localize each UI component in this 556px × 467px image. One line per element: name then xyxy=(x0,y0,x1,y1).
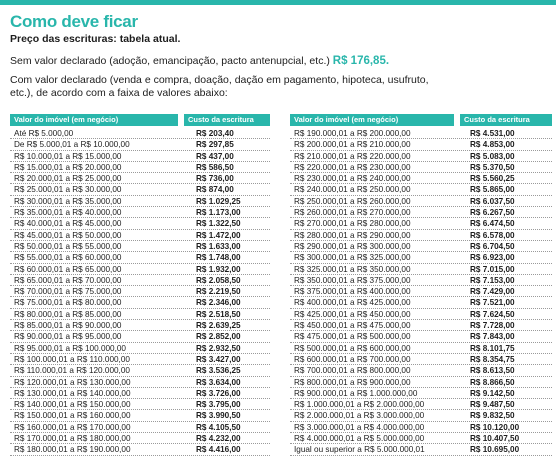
range-cell: R$ 900.000,01 a R$ 1.000.000,00 xyxy=(294,388,418,398)
range-cell: R$ 55.000,01 a R$ 60.000,00 xyxy=(14,253,122,263)
table-row xyxy=(10,365,270,376)
cost-cell: R$ 6.474,50 xyxy=(470,219,515,229)
cost-cell: R$ 10.120,00 xyxy=(470,422,520,432)
table-row xyxy=(290,410,552,421)
cost-cell: R$ 2.932,50 xyxy=(196,343,241,353)
range-cell: R$ 130.000,01 a R$ 140.000,00 xyxy=(14,388,131,398)
column-header-cost: Custo da escritura xyxy=(184,114,270,126)
cost-cell: R$ 2.219,50 xyxy=(196,287,241,297)
table-row xyxy=(10,151,270,162)
cost-cell: R$ 6.704,50 xyxy=(470,241,515,251)
cost-cell: R$ 3.427,00 xyxy=(196,354,241,364)
range-cell: R$ 220.000,01 a R$ 230.000,00 xyxy=(294,162,411,172)
table-row xyxy=(290,377,552,388)
table-row xyxy=(10,184,270,195)
table-header xyxy=(290,114,552,126)
table-row xyxy=(290,184,552,195)
column-header-range: Valor do imóvel (em negócio) xyxy=(10,114,178,126)
table-row xyxy=(290,241,552,252)
range-cell: R$ 200.000,01 a R$ 210.000,00 xyxy=(294,140,411,150)
title-bar xyxy=(0,0,556,30)
table-row xyxy=(10,286,270,297)
table-row xyxy=(10,241,270,252)
range-cell: R$ 150.000,01 a R$ 160.000,00 xyxy=(14,411,131,421)
range-cell: R$ 25.000,01 a R$ 30.000,00 xyxy=(14,185,122,195)
range-cell: R$ 120.000,01 a R$ 130.000,00 xyxy=(14,377,131,387)
cost-cell: R$ 4.232,00 xyxy=(196,434,241,444)
range-cell: R$ 210.000,01 a R$ 220.000,00 xyxy=(294,151,411,161)
table-row xyxy=(10,264,270,275)
table-row xyxy=(10,433,270,444)
cost-cell: R$ 6.267,50 xyxy=(470,208,515,218)
page-title: Como deve ficar xyxy=(10,12,138,31)
cost-cell: R$ 7.429,00 xyxy=(470,287,515,297)
cost-cell: R$ 9.832,50 xyxy=(470,411,515,421)
range-cell: R$ 1.000.000,01 a R$ 2.000.000,00 xyxy=(294,400,425,410)
table-row xyxy=(290,354,552,365)
table-row xyxy=(10,162,270,173)
range-cell: R$ 800.000,01 a R$ 900.000,00 xyxy=(294,377,411,387)
table-row xyxy=(10,139,270,150)
table-row xyxy=(290,151,552,162)
table-row xyxy=(10,410,270,421)
table-row xyxy=(10,196,270,207)
cost-cell: R$ 1.472,00 xyxy=(196,230,241,240)
cost-cell: R$ 1.932,00 xyxy=(196,264,241,274)
range-cell: R$ 500.000,01 a R$ 600.000,00 xyxy=(294,343,411,353)
cost-cell: R$ 7.153,00 xyxy=(470,275,515,285)
range-cell: R$ 90.000,01 a R$ 95.000,00 xyxy=(14,332,122,342)
cost-cell: R$ 3.634,00 xyxy=(196,377,241,387)
table-row xyxy=(10,422,270,433)
cost-cell: R$ 874,00 xyxy=(196,185,234,195)
cost-cell: R$ 8.354,75 xyxy=(470,354,515,364)
table-row xyxy=(290,207,552,218)
table-row xyxy=(290,162,552,173)
cost-cell: R$ 8.101,75 xyxy=(470,343,515,353)
range-cell: R$ 65.000,01 a R$ 70.000,00 xyxy=(14,275,122,285)
table-body xyxy=(10,128,270,456)
range-cell: R$ 50.000,01 a R$ 55.000,00 xyxy=(14,241,122,251)
range-cell: R$ 40.000,01 a R$ 45.000,00 xyxy=(14,219,122,229)
range-cell: R$ 15.000,01 a R$ 20.000,00 xyxy=(14,162,122,172)
range-cell: R$ 95.000,01 a R$ 100.000,00 xyxy=(14,343,126,353)
table-row xyxy=(290,252,552,263)
range-cell: R$ 700.000,01 a R$ 800.000,00 xyxy=(294,366,411,376)
with-value-text: Com valor declarado (venda e compra, doação, dação em pagamento, hipoteca, usufruto, etc.), de acordo com a faixa de valores abaixo: xyxy=(10,74,429,99)
table-row xyxy=(10,230,270,241)
table-row xyxy=(290,422,552,433)
range-cell: De R$ 5.000,01 a R$ 10.000,00 xyxy=(14,140,130,150)
cost-cell: R$ 2.852,00 xyxy=(196,332,241,342)
table-row xyxy=(290,264,552,275)
cost-cell: R$ 2.058,50 xyxy=(196,275,241,285)
table-row xyxy=(290,286,552,297)
table-row xyxy=(10,331,270,342)
range-cell: R$ 60.000,01 a R$ 65.000,00 xyxy=(14,264,122,274)
cost-cell: R$ 9.142,50 xyxy=(470,388,515,398)
table-row xyxy=(10,297,270,308)
range-cell: R$ 290.000,01 a R$ 300.000,00 xyxy=(294,241,411,251)
range-cell: R$ 375.000,01 a R$ 400.000,00 xyxy=(294,287,411,297)
table-row xyxy=(290,433,552,444)
table-row xyxy=(10,320,270,331)
range-cell: R$ 180.000,01 a R$ 190.000,00 xyxy=(14,445,131,455)
range-cell: R$ 170.000,01 a R$ 180.000,00 xyxy=(14,434,131,444)
table-row xyxy=(290,218,552,229)
table-row xyxy=(290,173,552,184)
range-cell: R$ 110.000,01 a R$ 120.000,00 xyxy=(14,366,130,376)
range-cell: R$ 450.000,01 a R$ 475.000,00 xyxy=(294,321,411,331)
cost-cell: R$ 203,40 xyxy=(196,129,234,138)
table-row xyxy=(290,320,552,331)
cost-cell: R$ 4.105,50 xyxy=(196,422,241,432)
range-cell: R$ 160.000,01 a R$ 170.000,00 xyxy=(14,422,131,432)
range-cell: R$ 400.000,01 a R$ 425.000,00 xyxy=(294,298,411,308)
range-cell: R$ 45.000,01 a R$ 50.000,00 xyxy=(14,230,122,240)
cost-cell: R$ 7.843,00 xyxy=(470,332,515,342)
cost-cell: R$ 297,85 xyxy=(196,140,234,150)
range-cell: R$ 230.000,01 a R$ 240.000,00 xyxy=(294,174,411,184)
range-cell: R$ 140.000,01 a R$ 150.000,00 xyxy=(14,400,131,410)
table-row xyxy=(290,230,552,241)
cost-cell: R$ 2.639,25 xyxy=(196,321,241,331)
table-row xyxy=(290,365,552,376)
range-cell: R$ 350.000,01 a R$ 375.000,00 xyxy=(294,275,411,285)
table-row xyxy=(290,309,552,320)
table-row xyxy=(10,218,270,229)
no-value-line xyxy=(10,55,389,67)
subtitle: Preço das escrituras: tabela atual. xyxy=(10,33,181,45)
cost-cell: R$ 4.853,00 xyxy=(470,140,515,150)
range-cell: Igual ou superior a R$ 5.000.000,01 xyxy=(294,445,425,455)
cost-cell: R$ 10.695,00 xyxy=(470,445,520,455)
range-cell: R$ 85.000,01 a R$ 90.000,00 xyxy=(14,321,122,331)
range-cell: R$ 75.000,01 a R$ 80.000,00 xyxy=(14,298,122,308)
cost-cell: R$ 1.029,25 xyxy=(196,196,241,206)
range-cell: R$ 250.000,01 a R$ 260.000,00 xyxy=(294,196,411,206)
cost-cell: R$ 3.795,00 xyxy=(196,400,241,410)
cost-cell: R$ 5.370,50 xyxy=(470,162,515,172)
range-cell: R$ 35.000,01 a R$ 40.000,00 xyxy=(14,208,122,218)
table-row xyxy=(10,388,270,399)
cost-cell: R$ 5.560,25 xyxy=(470,174,515,184)
range-cell: R$ 20.000,01 a R$ 25.000,00 xyxy=(14,174,122,184)
cost-cell: R$ 736,00 xyxy=(196,174,234,184)
cost-cell: R$ 6.923,00 xyxy=(470,253,515,263)
column-header-cost: Custo da escritura xyxy=(460,114,552,126)
range-cell: R$ 190.000,01 a R$ 200.000,00 xyxy=(294,129,411,138)
range-cell: R$ 10.000,01 a R$ 15.000,00 xyxy=(14,151,122,161)
table-row xyxy=(10,207,270,218)
cost-cell: R$ 1.173,00 xyxy=(196,208,241,218)
cost-cell: R$ 9.487,50 xyxy=(470,400,515,410)
cost-cell: R$ 8.866,50 xyxy=(470,377,515,387)
price-table-left xyxy=(10,114,270,456)
no-value-text: Sem valor declarado (adoção, emancipação, pacto antenupcial, etc.) xyxy=(10,55,330,67)
range-cell: R$ 475.000,01 a R$ 500.000,00 xyxy=(294,332,411,342)
range-cell: R$ 240.000,01 a R$ 250.000,00 xyxy=(294,185,411,195)
range-cell: R$ 70.000,01 a R$ 75.000,00 xyxy=(14,287,122,297)
table-row xyxy=(290,139,552,150)
table-row xyxy=(290,297,552,308)
cost-cell: R$ 1.633,00 xyxy=(196,241,241,251)
cost-cell: R$ 437,00 xyxy=(196,151,234,161)
table-row xyxy=(290,343,552,354)
cost-cell: R$ 586,50 xyxy=(196,162,234,172)
range-cell: R$ 100.000,01 a R$ 110.000,00 xyxy=(14,354,130,364)
cost-cell: R$ 7.624,50 xyxy=(470,309,515,319)
cost-cell: R$ 7.728,00 xyxy=(470,321,515,331)
table-row xyxy=(10,173,270,184)
cost-cell: R$ 10.407,50 xyxy=(470,434,520,444)
table-row xyxy=(10,252,270,263)
range-cell: R$ 30.000,01 a R$ 35.000,00 xyxy=(14,196,122,206)
table-row xyxy=(10,309,270,320)
table-row xyxy=(290,196,552,207)
table-row xyxy=(290,399,552,410)
table-row xyxy=(10,399,270,410)
range-cell: R$ 270.000,01 a R$ 280.000,00 xyxy=(294,219,411,229)
cost-cell: R$ 8.613,50 xyxy=(470,366,515,376)
range-cell: R$ 325.000,01 a R$ 350.000,00 xyxy=(294,264,411,274)
table-row xyxy=(290,331,552,342)
table-row xyxy=(10,444,270,455)
cost-cell: R$ 7.015,00 xyxy=(470,264,515,274)
table-header xyxy=(10,114,270,126)
cost-cell: R$ 7.521,00 xyxy=(470,298,515,308)
cost-cell: R$ 4.416,00 xyxy=(196,445,241,455)
no-value-amount: R$ 176,85. xyxy=(332,55,390,67)
cost-cell: R$ 1.748,00 xyxy=(196,253,241,263)
table-row xyxy=(10,128,270,139)
cost-cell: R$ 6.578,00 xyxy=(470,230,515,240)
table-row xyxy=(290,444,552,455)
table-row xyxy=(10,377,270,388)
column-header-range: Valor do imóvel (em negócio) xyxy=(290,114,454,126)
range-cell: R$ 3.000.000,01 a R$ 4.000.000,00 xyxy=(294,422,425,432)
table-row xyxy=(10,354,270,365)
cost-cell: R$ 3.990,50 xyxy=(196,411,241,421)
cost-cell: R$ 1.322,50 xyxy=(196,219,241,229)
cost-cell: R$ 5.083,00 xyxy=(470,151,515,161)
table-row xyxy=(10,343,270,354)
cost-cell: R$ 2.518,50 xyxy=(196,309,241,319)
cost-cell: R$ 3.726,00 xyxy=(196,388,241,398)
range-cell: Até R$ 5.000,00 xyxy=(14,129,74,138)
table-row xyxy=(290,388,552,399)
cost-cell: R$ 3.536,25 xyxy=(196,366,241,376)
range-cell: R$ 425.000,01 a R$ 450.000,00 xyxy=(294,309,411,319)
range-cell: R$ 300.000,01 a R$ 325.000,00 xyxy=(294,253,411,263)
price-table-right xyxy=(290,114,552,456)
cost-cell: R$ 6.037,50 xyxy=(470,196,515,206)
table-row xyxy=(290,128,552,139)
range-cell: R$ 600.000,01 a R$ 700.000,00 xyxy=(294,354,411,364)
range-cell: R$ 80.000,01 a R$ 85.000,00 xyxy=(14,309,122,319)
table-row xyxy=(10,275,270,286)
cost-cell: R$ 5.865,00 xyxy=(470,185,515,195)
range-cell: R$ 260.000,01 a R$ 270.000,00 xyxy=(294,208,411,218)
table-body xyxy=(290,128,552,456)
range-cell: R$ 4.000.000,01 a R$ 5.000.000,00 xyxy=(294,434,425,444)
table-row xyxy=(290,275,552,286)
cost-cell: R$ 4.531,00 xyxy=(470,129,515,138)
range-cell: R$ 280.000,01 a R$ 290.000,00 xyxy=(294,230,411,240)
cost-cell: R$ 2.346,00 xyxy=(196,298,241,308)
range-cell: R$ 2.000.000,01 a R$ 3.000.000,00 xyxy=(294,411,425,421)
